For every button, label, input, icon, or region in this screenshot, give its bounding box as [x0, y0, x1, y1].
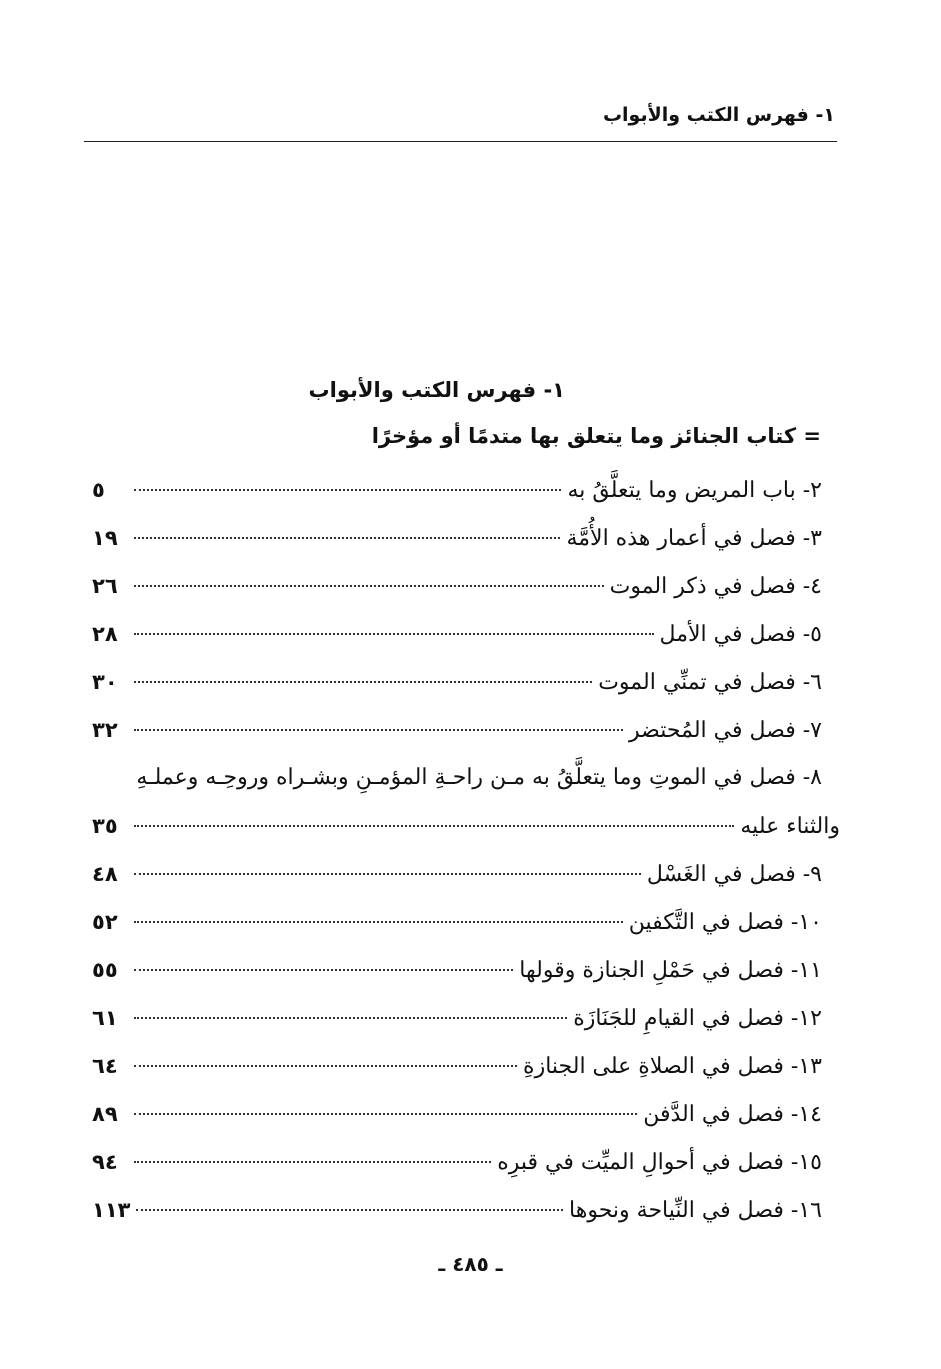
toc-entry-text: ١١- فصل في حَمْلِ الجنازة وقولها [519, 958, 822, 983]
toc-entry [92, 514, 822, 562]
toc-entry [92, 1186, 822, 1234]
toc-entry-text: ١٠- فصل في التَّكفين [628, 910, 822, 935]
toc-page-number: ٤٨ [92, 862, 118, 886]
toc-entry-multiline [92, 754, 840, 850]
toc-entry [92, 610, 822, 658]
toc-entry-text: ٣- فصل في أعمار هذه الأُمَّة [566, 526, 822, 551]
toc-page-number: ٢٨ [92, 622, 118, 646]
toc-entry-text: ٧- فصل في المُحتضر [629, 718, 822, 743]
toc-entry [92, 706, 822, 754]
running-header: ١- فهرس الكتب والأبواب [602, 104, 835, 126]
toc-page-number: ٣٠ [92, 670, 118, 694]
leader-dots [134, 681, 592, 683]
toc-entry [92, 994, 822, 1042]
section-title: ١- فهرس الكتب والأبواب [308, 378, 565, 402]
toc-page-number: ٨٩ [92, 1102, 118, 1126]
leader-dots [134, 825, 734, 827]
toc-list [92, 466, 840, 1234]
leader-dots [134, 921, 623, 923]
leader-dots [134, 1113, 637, 1115]
book-title: = كتاب الجنائز وما يتعلق بها متدمًا أو مؤخرًا [371, 424, 821, 448]
toc-page-number: ٥ [92, 478, 105, 502]
toc-page-number: ١٩ [92, 526, 118, 550]
page-number: ـ ٤٨٥ ـ [438, 1252, 503, 1276]
toc-entry-text: ١٤- فصل في الدَّفن [643, 1102, 822, 1127]
toc-entry-text: ٨- فصل في الموتِ وما يتعلَّقُ به مـن راحـةِ المؤمـنِ وبشـراه وروحِـه وعملـهِ [136, 765, 822, 790]
toc-entry-text: ٦- فصل في تمنِّي الموت [598, 670, 822, 695]
leader-dots [134, 1065, 517, 1067]
leader-dots [134, 873, 641, 875]
toc-entry-continuation [92, 802, 840, 850]
toc-entry [92, 898, 822, 946]
toc-page-number: ٣٥ [92, 814, 118, 838]
toc-entry-text: ١٢- فصل في القيامِ للجَنَازَة [573, 1006, 822, 1031]
toc-page-number: ٥٥ [92, 958, 118, 982]
toc-entry-text-continued: والثناء عليه [740, 814, 840, 839]
toc-entry [92, 466, 822, 514]
toc-entry [92, 946, 822, 994]
leader-dots [136, 1209, 563, 1211]
toc-entry [92, 1042, 822, 1090]
leader-dots [134, 633, 654, 635]
toc-entry-text: ٤- فصل في ذكر الموت [609, 574, 822, 599]
leader-dots [134, 489, 561, 491]
leader-dots [134, 1161, 491, 1163]
leader-dots [134, 729, 623, 731]
toc-page-number: ١١٣ [92, 1198, 131, 1222]
leader-dots [134, 969, 513, 971]
toc-entry-text: ٩- فصل في الغَسْل [646, 862, 822, 887]
toc-entry-text: ١٣- فصل في الصلاةِ على الجنازةِ [523, 1054, 822, 1079]
header-rule [84, 141, 837, 142]
toc-page-number: ٦٤ [92, 1054, 118, 1078]
toc-entry [92, 658, 822, 706]
leader-dots [134, 585, 604, 587]
toc-page-number: ٢٦ [92, 574, 118, 598]
toc-entry [92, 1090, 822, 1138]
toc-page-number: ٥٢ [92, 910, 118, 934]
toc-entry-text: ٥- فصل في الأمل [659, 622, 822, 647]
toc-entry-text: ٢- باب المريض وما يتعلَّقُ به [567, 478, 822, 503]
toc-page-number: ٦١ [92, 1006, 118, 1030]
leader-dots [134, 1017, 567, 1019]
leader-dots [134, 537, 560, 539]
toc-entry [92, 850, 822, 898]
toc-entry [92, 562, 822, 610]
toc-entry-text: ١٦- فصل في النِّياحة ونحوها [569, 1198, 822, 1223]
toc-page-number: ٩٤ [92, 1150, 118, 1174]
toc-page-number: ٣٢ [92, 718, 118, 742]
toc-entry-text: ١٥- فصل في أحوالِ الميِّت في قبرِه [497, 1150, 822, 1175]
toc-entry [92, 1138, 822, 1186]
